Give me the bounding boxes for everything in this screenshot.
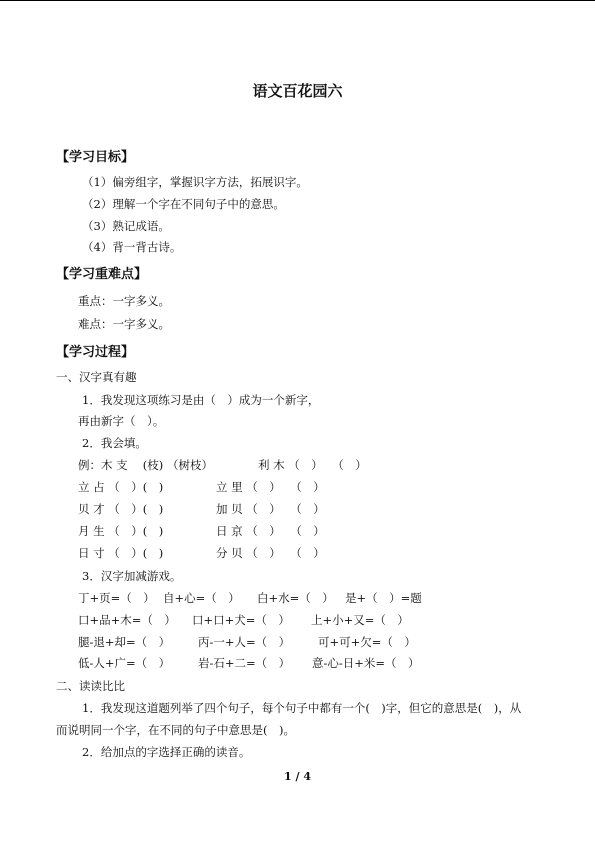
- game-4-2: 岩-石+二=（ ）: [198, 656, 291, 670]
- goal-1: （1）偏旁组字，掌握识字方法，拓展识字。: [82, 175, 308, 189]
- game-3-2: 丙-一+人=（ ）: [198, 635, 291, 649]
- goal-3: （3）熟记成语。: [82, 219, 170, 233]
- game-3-1: 腿-退+却=（ ）: [78, 635, 171, 649]
- part2-q2: 2．给加点的字选择正确的读音。: [82, 745, 251, 759]
- part2-q1-line2: 而说明同一个字，在不同的句子中意思是( )。: [56, 723, 295, 737]
- game-2-3: 上+小+又=（ ）: [311, 613, 409, 627]
- game-4-3: 意-心-日+米=（ ）: [312, 656, 420, 670]
- process-heading: 【学习过程】: [56, 345, 135, 360]
- example-right: 利 木 （ ） （ ）: [258, 458, 367, 472]
- fill-row-3-right: 日 京 （ ） （ ）: [216, 524, 325, 538]
- part1-q3: 3．汉字加减游戏。: [82, 569, 182, 583]
- key-heading: 【学习重难点】: [56, 267, 148, 282]
- fill-row-4-right: 分 贝 （ ） （ ）: [216, 546, 325, 560]
- part1-q2: 2．我会填。: [82, 436, 147, 450]
- fill-row-1-right: 立 里 （ ） （ ）: [216, 480, 325, 494]
- fill-row-2-left: 贝 才 （ ）( ): [78, 502, 164, 516]
- fill-row-4-left: 日 寸 （ ）( ): [78, 546, 164, 560]
- goals-heading: 【学习目标】: [56, 150, 135, 165]
- fill-row-2-right: 加 贝 （ ） （ ）: [216, 502, 325, 516]
- game-3-3: 可+可+欠=（ ）: [318, 635, 416, 649]
- fill-row-1-left: 立 占 （ ）( ): [78, 480, 164, 494]
- goal-2: （2）理解一个字在不同句子中的意思。: [82, 197, 285, 211]
- top-rule: [0, 0, 595, 1]
- part1-q1-line1: 1．我发现这项练习是由（ ）成为一个新字，: [82, 393, 320, 407]
- game-1-2: 自+心=（ ）: [163, 591, 240, 605]
- game-1-1: 丁+页=（ ）: [78, 591, 155, 605]
- goal-4: （4）背一背古诗。: [82, 240, 182, 254]
- game-1-4: 是+（ ）=题: [345, 591, 422, 605]
- game-2-2: 口+口+犬=（ ）: [192, 613, 290, 627]
- game-1-3: 白+水=（ ）: [257, 591, 334, 605]
- key-point-1: 重点：一字多义。: [78, 294, 170, 308]
- game-4-1: 低-人+广=（ ）: [78, 656, 171, 670]
- part2-heading: 二、读读比比: [56, 679, 125, 693]
- key-point-2: 难点：一字多义。: [78, 317, 170, 331]
- page-title: 语文百花园六: [252, 82, 343, 100]
- part2-q1-line1: 1．我发现这道题列举了四个句子，每个句子中都有一个( )字，但它的意思是( )，从: [82, 701, 522, 715]
- part1-heading: 一、汉字真有趣: [56, 370, 137, 384]
- fill-row-3-left: 月 生 （ ）( ): [78, 524, 164, 538]
- part1-q1-line2: 再由新字（ ）。: [78, 414, 165, 428]
- game-2-1: 口+品+木=（ ）: [78, 613, 176, 627]
- page-number: 1 / 4: [284, 770, 311, 783]
- example-left: 例：木 支 (枝) （树枝）: [78, 458, 213, 472]
